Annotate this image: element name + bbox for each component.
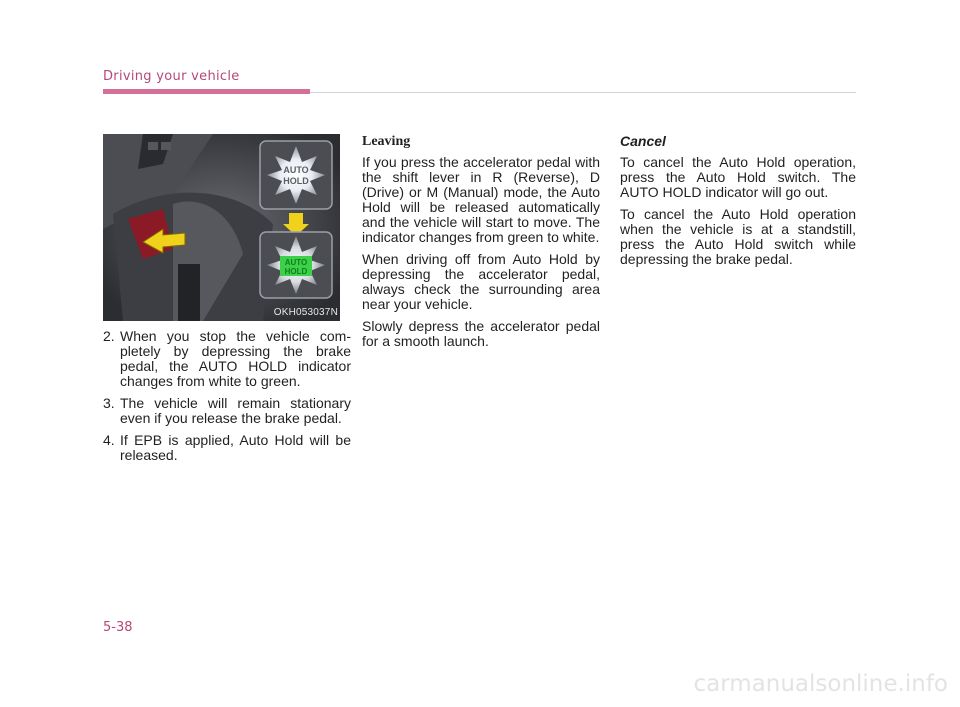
cancel-heading: Cancel [620,133,666,149]
cancel-column [620,134,856,274]
svg-text:AUTO: AUTO [284,258,308,267]
page-number: 5-38 [103,620,133,635]
figure-code: OKH053037N [273,307,338,318]
header-accent-bar [103,89,310,94]
paragraph: To cancel the Auto Hold operation when the vehicle is at a standstill, press the Auto Hold switch while depressing the brake pedal. [620,206,856,267]
paragraph: Slowly depress the accelerator pedal for a smooth launch. [362,318,600,349]
indicator-text-top: AUTO [283,165,309,175]
paragraph: When driving off from Auto Hold by depressing the accelerator pedal, always check the surrounding area near your vehicle. [362,251,600,312]
vehicle-interior-illustration [103,134,340,321]
section-title: Driving your vehicle [103,69,240,84]
steps-list [103,329,351,463]
list-item: 2. When you stop the vehicle com-pletely by depressing the brake pedal, the AUTO HOLD indicator changes from white to green. [103,328,351,389]
auto-hold-figure [103,134,340,321]
leaving-heading: Leaving [362,134,411,149]
left-column [103,134,351,470]
header-rule [310,92,856,93]
paragraph: To cancel the Auto Hold operation, press the Auto Hold switch. The AUTO HOLD indicator will go out. [620,154,856,200]
list-item: 4. If EPB is applied, Auto Hold will be released. [103,432,351,463]
indicator-text-bottom: HOLD [283,176,309,186]
leaving-column [362,134,600,356]
svg-text:HOLD: HOLD [284,267,308,276]
list-item: 3. The vehicle will remain stationary even if you release the brake pedal. [103,395,351,426]
paragraph: If you press the accelerator pedal with the shift lever in R (Reverse), D (Drive) or M (Manual) mode, the Auto Hold will be released automatically and the vehicle will start to move. The indicator changes from green to white. [362,154,600,245]
watermark: carmanualsonline.info [693,671,948,697]
